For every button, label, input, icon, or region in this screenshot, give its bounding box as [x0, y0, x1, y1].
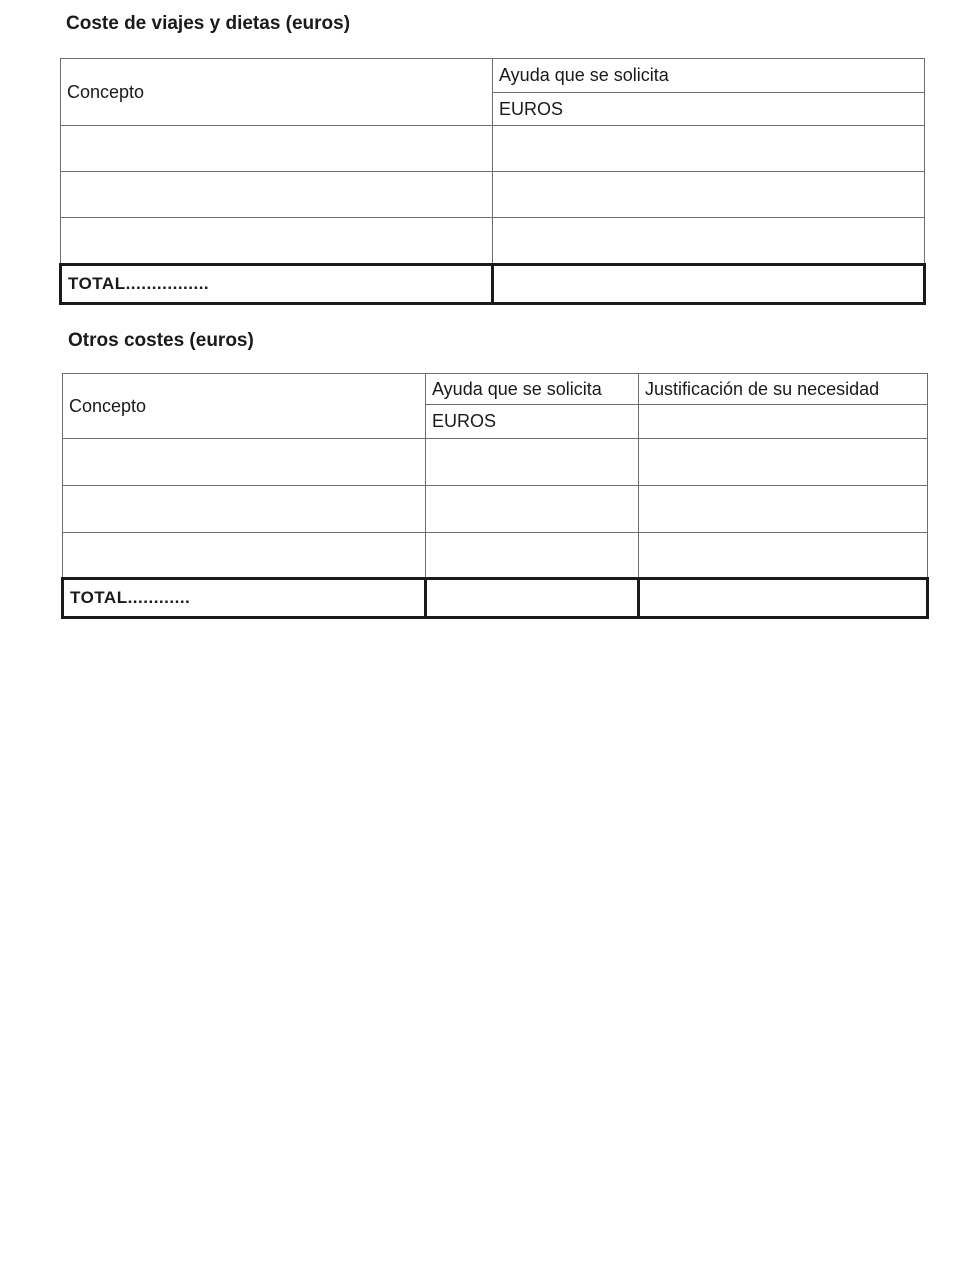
table-row: [63, 533, 928, 579]
other-costs-title: Otros costes (euros): [68, 330, 254, 351]
concept-cell[interactable]: [61, 126, 493, 172]
aid-requested-header: Ayuda que se solicita: [493, 59, 925, 93]
justification-cell[interactable]: [639, 439, 928, 486]
euros-cell[interactable]: [493, 126, 925, 172]
euros-cell[interactable]: [426, 486, 639, 533]
table-row: [63, 439, 928, 486]
table-row: [63, 486, 928, 533]
total-row: [61, 265, 925, 304]
total-value-cell[interactable]: [426, 579, 639, 618]
total-label: TOTAL................: [61, 265, 493, 304]
concept-cell[interactable]: [61, 218, 493, 265]
travel-costs-table: [59, 58, 926, 305]
table-row: [61, 126, 925, 172]
table-row: [61, 172, 925, 218]
euros-header: EUROS: [493, 93, 925, 126]
total-justification-cell[interactable]: [639, 579, 928, 618]
concept-cell[interactable]: [63, 486, 426, 533]
euros-cell[interactable]: [426, 533, 639, 579]
total-value-cell[interactable]: [493, 265, 925, 304]
total-row: [63, 579, 928, 618]
concept-header: Concepto: [61, 59, 493, 126]
concept-header: Concepto: [63, 374, 426, 439]
justification-cell[interactable]: [639, 533, 928, 579]
concept-cell[interactable]: [63, 439, 426, 486]
table-row: [61, 218, 925, 265]
euros-header: EUROS: [426, 405, 639, 439]
aid-requested-header: Ayuda que se solicita: [426, 374, 639, 405]
justification-header: Justificación de su necesidad: [639, 374, 928, 405]
travel-costs-title: Coste de viajes y dietas (euros): [66, 13, 351, 34]
justification-cell[interactable]: [639, 486, 928, 533]
euros-cell[interactable]: [493, 218, 925, 265]
concept-cell[interactable]: [63, 533, 426, 579]
other-costs-table: [61, 373, 929, 619]
justification-subheader-cell: [639, 405, 928, 439]
euros-cell[interactable]: [493, 172, 925, 218]
euros-cell[interactable]: [426, 439, 639, 486]
concept-cell[interactable]: [61, 172, 493, 218]
total-label: TOTAL............: [63, 579, 426, 618]
